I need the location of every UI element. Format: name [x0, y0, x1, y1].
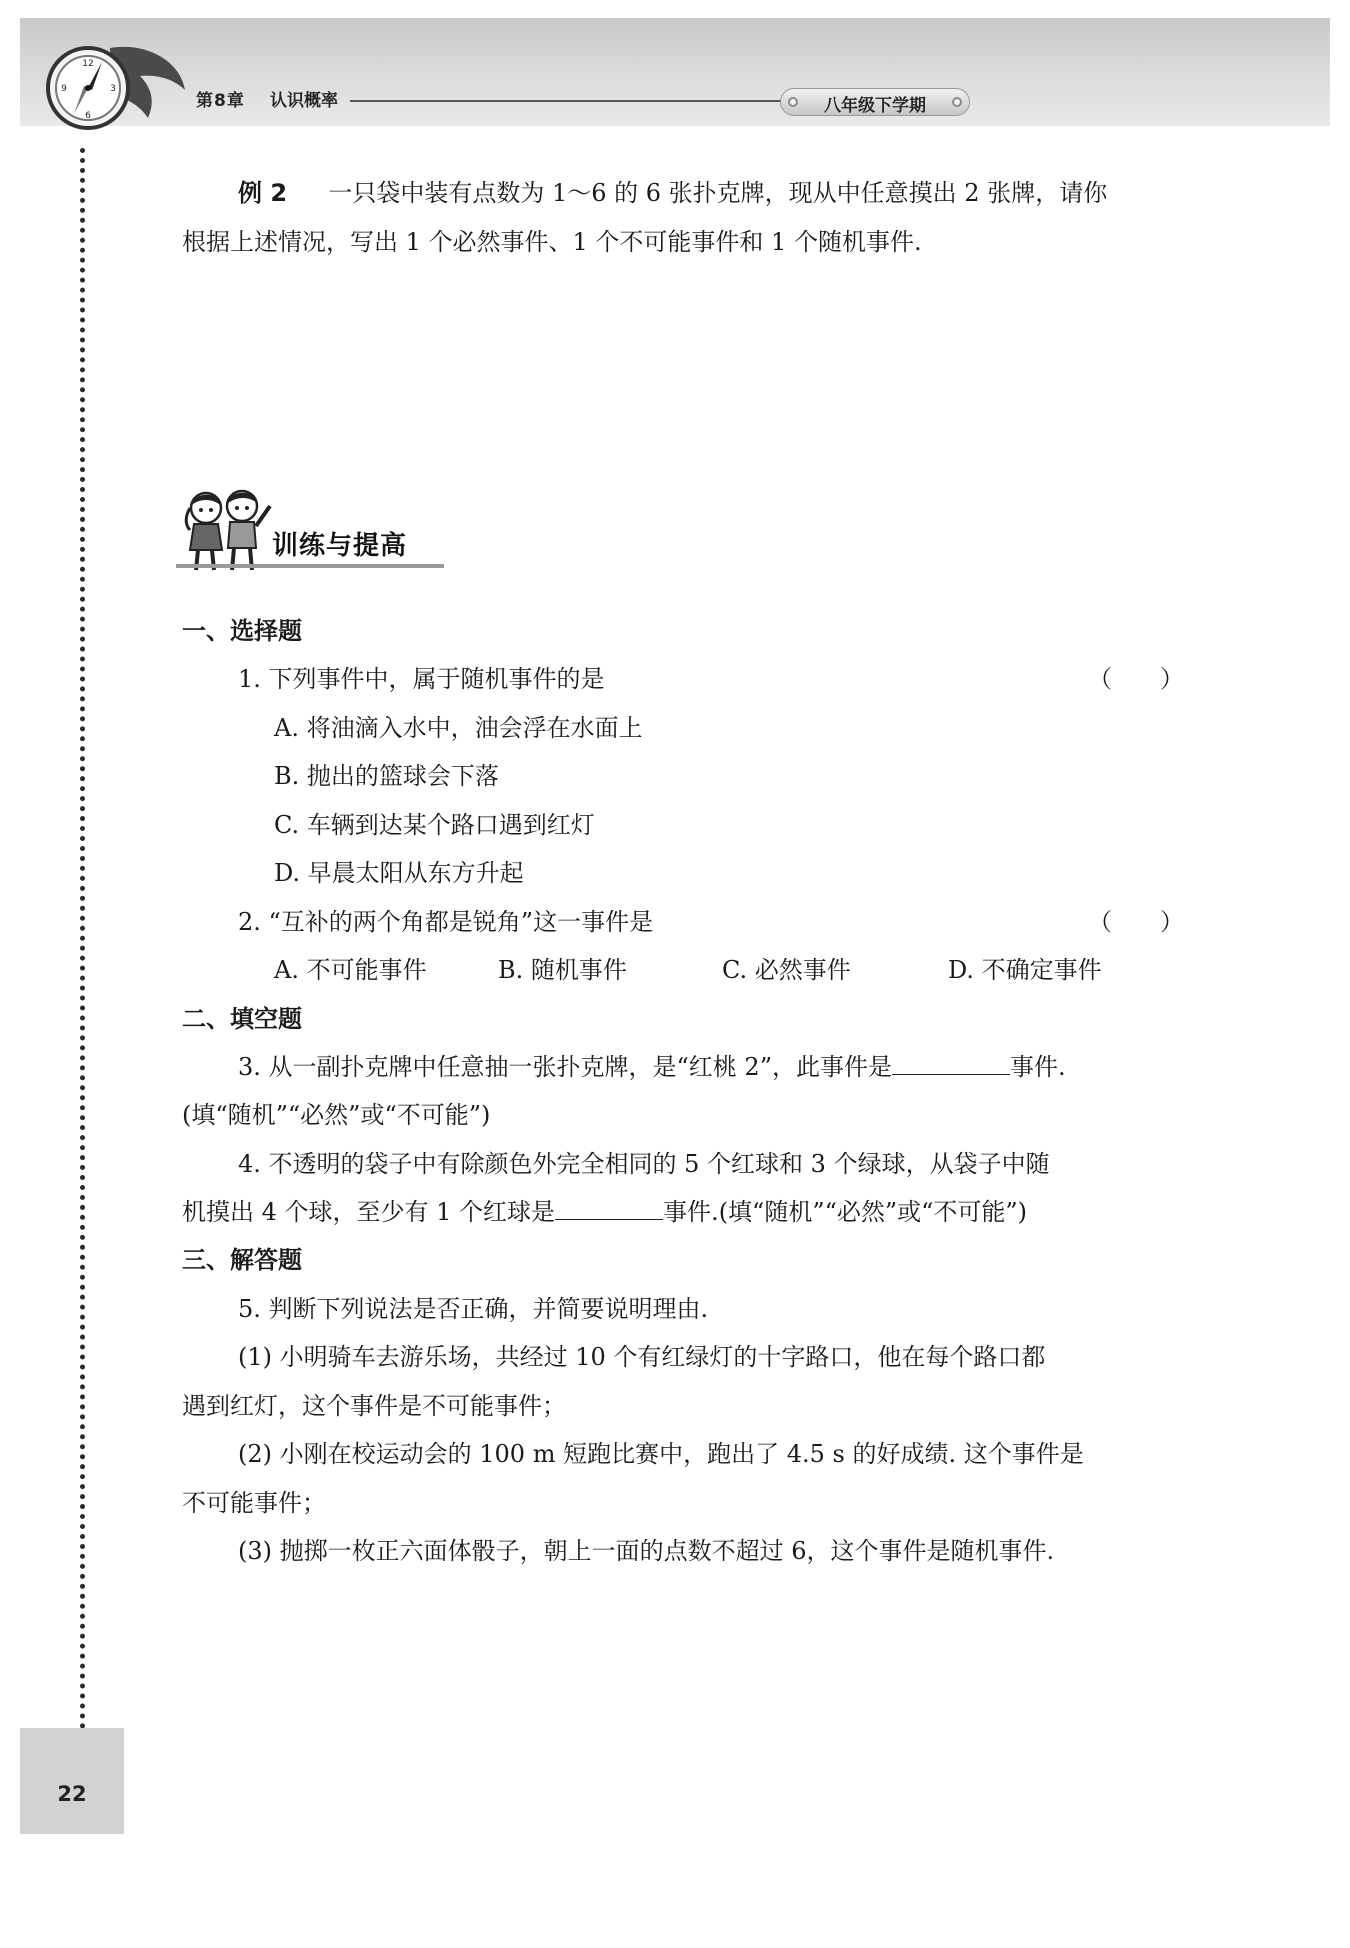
q2-stem: 2. “互补的两个角都是锐角”这一事件是 — [238, 908, 654, 936]
q4-line-1: 4. 不透明的袋子中有除颜色外完全相同的 5 个红球和 3 个绿球，从袋子中随 — [238, 1150, 1050, 1178]
q3-text-before: 3. 从一副扑克牌中任意抽一张扑克牌，是“红桃 2”，此事件是 — [238, 1053, 892, 1081]
header-rule — [350, 100, 782, 102]
page-number: 22 — [57, 1782, 87, 1806]
q4-answer-blank[interactable] — [555, 1197, 663, 1220]
q5-sub2-line-2: 不可能事件； — [182, 1489, 326, 1517]
q3-text-after: 事件. — [1009, 1053, 1066, 1081]
example-label: 例 2 — [238, 179, 288, 207]
chapter-label: 第8章 — [196, 91, 245, 111]
q5-sub2-line-1: (2) 小刚在校运动会的 100 m 短跑比赛中，跑出了 4.5 s 的好成绩. 这个事件是 — [238, 1440, 1084, 1468]
q2-answer-paren: （ ） — [1088, 908, 1184, 936]
example-line-2: 根据上述情况，写出 1 个必然事件、1 个不可能事件和 1 个随机事件. — [182, 228, 922, 256]
page-number-tab — [20, 1728, 124, 1834]
dotted-margin — [80, 148, 85, 1730]
q1-stem: 1. 下列事件中，属于随机事件的是 — [238, 665, 605, 693]
q5-sub3-line-1: (3) 抛掷一枚正六面体骰子，朝上一面的点数不超过 6，这个事件是随机事件. — [238, 1537, 1055, 1565]
svg-text:3: 3 — [110, 84, 116, 94]
q1-option-c: C. 车辆到达某个路口遇到红灯 — [274, 811, 595, 839]
q2-option-c: C. 必然事件 — [722, 956, 851, 984]
q3-line-2: (填“随机”“必然”或“不可能”) — [182, 1101, 491, 1129]
svg-text:6: 6 — [85, 111, 91, 121]
q2-option-b: B. 随机事件 — [498, 956, 627, 984]
chapter-title: 认识概率 — [270, 91, 338, 111]
q2-option-d: D. 不确定事件 — [948, 956, 1102, 984]
pill-dot-icon — [952, 97, 962, 107]
clock-compass-icon — [40, 40, 190, 135]
svg-text:12: 12 — [82, 59, 94, 69]
section-heading-answer: 三、解答题 — [182, 1246, 302, 1274]
q1-answer-paren: （ ） — [1088, 665, 1184, 693]
q3-line-1 — [238, 1052, 1066, 1082]
q1-option-a: A. 将油滴入水中，油会浮在水面上 — [274, 714, 643, 742]
q2-option-a: A. 不可能事件 — [274, 956, 427, 984]
svg-text:9: 9 — [61, 84, 67, 94]
q5-stem: 5. 判断下列说法是否正确，并简要说明理由. — [238, 1295, 709, 1323]
q1-option-b: B. 抛出的篮球会下落 — [274, 762, 499, 790]
q5-sub1-line-1: (1) 小明骑车去游乐场，共经过 10 个有红绿灯的十字路口，他在每个路口都 — [238, 1343, 1046, 1371]
section-heading-choice: 一、选择题 — [182, 617, 302, 645]
q4-text-after: 事件.(填“随机”“必然”或“不可能”) — [663, 1198, 1028, 1226]
banner-title: 训练与提高 — [272, 531, 408, 561]
grade-badge — [780, 88, 970, 116]
q4-line-2 — [182, 1197, 1027, 1227]
q5-sub1-line-2: 遇到红灯，这个事件是不可能事件； — [182, 1392, 566, 1420]
grade-label: 八年级下学期 — [824, 96, 926, 116]
section-heading-fill: 二、填空题 — [182, 1005, 302, 1033]
q4-text-before: 机摸出 4 个球，至少有 1 个红球是 — [182, 1198, 556, 1226]
example-text-1: 一只袋中装有点数为 1～6 的 6 张扑克牌，现从中任意摸出 2 张牌，请你 — [328, 179, 1108, 207]
q1-option-d: D. 早晨太阳从东方升起 — [274, 859, 524, 887]
example-line-1 — [238, 178, 1107, 208]
q3-answer-blank[interactable] — [892, 1052, 1010, 1075]
two-kids-icon — [176, 486, 276, 574]
banner-rule — [176, 564, 444, 568]
